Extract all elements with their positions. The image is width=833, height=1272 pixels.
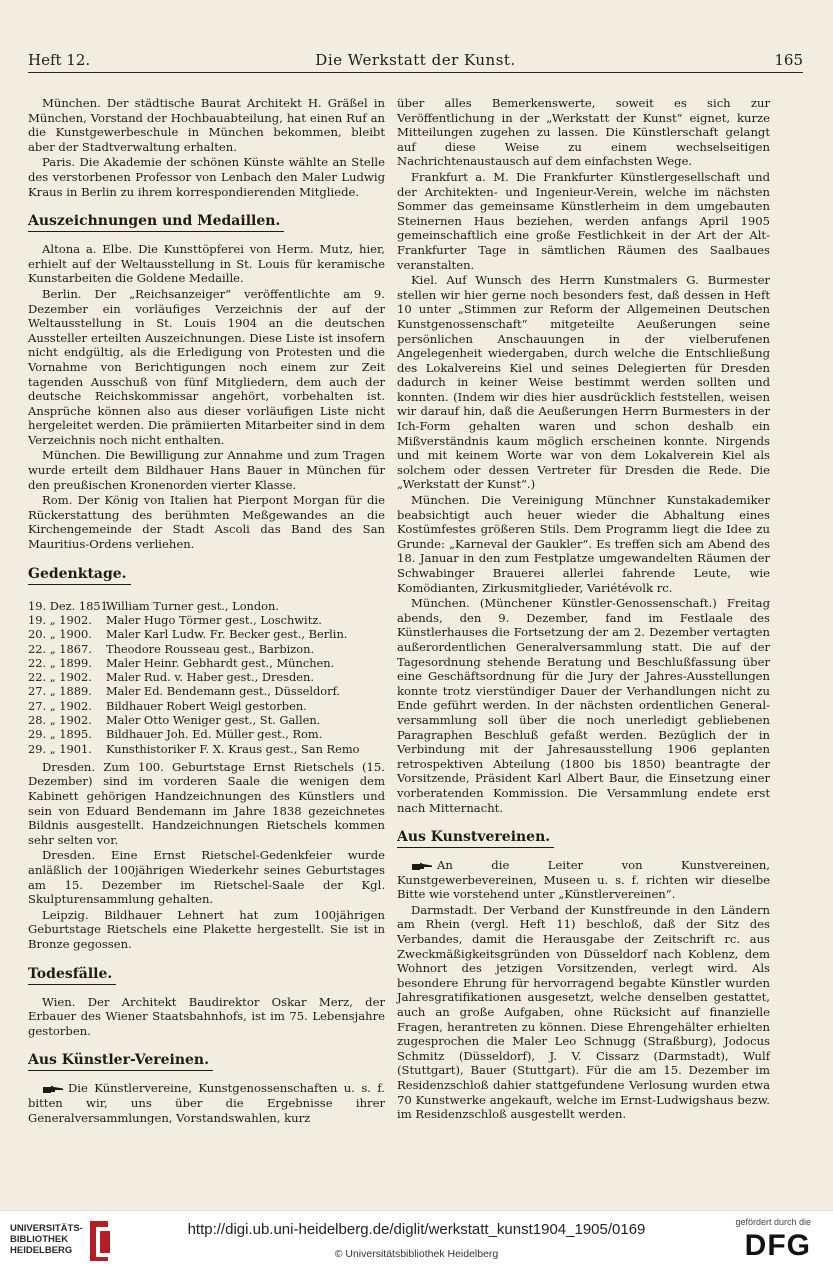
- section-heading-memorial: Gedenktage.: [28, 565, 131, 585]
- library-name: UNIVERSITÄTS- BIBLIOTHEK HEIDELBERG: [10, 1223, 83, 1256]
- news-paragraph: Darmstadt. Der Verband der Kunstfreunde in den Ländern am Rhein (vergl. Heft 11) beschloß, daß der Sitz des Verbandes, damit die Herausgabe der Zeitschrift rc. aus Zweckmäßigkeitsgründen von Düsseldorf nach Koblenz, dem Wohnort des jetzigen Vorsitzenden, verlegt wird. Als besondere Ehrung für hervorragend begabte Künstler wurden Jahresgratifikationen ausgesetzt, welche denselben gestattet, auch an große Aufgaben, ohne Rücksicht auf finanzielle Fragen, herantreten zu können. Diese Ehrengehälter erhielten zugesprochen die Maler Leo Schnugg (Straßburg), Jodocus Schmitz (Düsseldorf), J. V. Cissarz (Darmstadt), Wulf (Stuttgart), Bauer (Stuttgart). Für die am 15. Dezember im Residenzschloß dahier stattgefundene Verlosung wurden etwa 70 Kunstwerke angekauft, welche im Ernst-Ludwigshaus bezw. im Residenzschloß ausgestellt werden.: [397, 902, 770, 1122]
- digitization-footer: [0, 1210, 833, 1272]
- journal-title: Die Werkstatt der Kunst.: [315, 51, 516, 69]
- news-paragraph: Rom. Der König von Italien hat Pierpont Morgan für die Rückerstattung des berühmten Meßgewandes an die Kirchengemeinde der Stadt Ascoli das Band des San Mauritius-Ordens verliehen.: [28, 493, 385, 552]
- section-heading-deaths: Todesfälle.: [28, 965, 116, 985]
- date-row: 29. „ 1901. Kunsthistoriker F. X. Kraus gest., San Remo: [28, 741, 360, 756]
- news-paragraph: Paris. Die Akademie der schönen Künste wählte an Stelle des verstorbenen Professor von Lenbach den Maler Ludwig Kraus in Berlin zu ihrem korrespondierenden Mitgliede.: [28, 155, 385, 199]
- news-paragraph: Altona a. Elbe. Die Kunsttöpferei von Herm. Mutz, hier, erhielt auf der Weltausstellung in St. Louis für keramische Kunstarbeiten die Goldene Medaille.: [28, 242, 385, 286]
- section-heading-awards: Auszeichnungen und Medaillen.: [28, 212, 284, 232]
- news-paragraph: über alles Bemerkenswerte, soweit es sich zur Veröffentlichung in der „Werkstatt der Kunst“ eignet, kurze Mitteilungen zugehen zu lassen. Die Künstlerschaft gelangt auf diese Weise zu einem wechselseitigen Nachrichtenaustausch auf dem einfachsten Wege.: [397, 96, 770, 169]
- issue-number: Heft 12.: [28, 51, 91, 69]
- date-row: 20. „ 1900. Maler Karl Ludw. Fr. Becker gest., Berlin.: [28, 627, 348, 642]
- news-paragraph: München. (Münchener Künstler-Genossenschaft.) Freitag abends, den 9. Dezember, fand im Festlaale des Künstlerhauses die Fortsetzung der am 2. Dezember vertagten außerordentlichen Generalversammlung statt. Die auf der Tagesordnung stehende Beratung und Beschlußfassung über eine Geschäftsordnung für die Jury der Jahres-Ausstellungen konnte trotz vierstündiger Dauer der Verhandlungen nicht zu Ende geführt werden. In der nächsten ordentlichen General-versammlung soll über die noch unerledigt gebliebenen Paragraphen Beschluß gefaßt werden. Bezüglich der in Verbindung mit der Jahresausstellung 1906 geplanten retrospektiven Abteilung (1800 bis 1850) beantragte der Vorsitzende, Präsident Karl Albert Baur, die Einsetzung einer vorberatenden Kommission. Die Versammlung endete erst nach Mitternacht.: [397, 596, 770, 815]
- date-row: 28. „ 1902. Maler Otto Weniger gest., St. Gallen.: [28, 713, 321, 727]
- notice-paragraph: An die Leiter von Kunstvereinen, Kunstgewerbevereinen, Museen u. s. f. richten wir dieselbe Bitte wie vorstehend unter „Künstlervereinen“.: [397, 858, 770, 902]
- memorial-date-list: [28, 599, 385, 756]
- news-paragraph: Dresden. Zum 100. Geburtstage Ernst Rietschels (15. Dezember) sind im vorderen Saale die wenigen dem Kabinett gehörigen Handzeichnungen des Künstlers und sein von Eduard Bendemann im Jahre 1838 gezeichnetes Bildnis ausgestellt. Handzeichnungen Rietschels kommen sehr selten vor.: [28, 759, 385, 847]
- date-row: 22. „ 1899. Maler Heinr. Gebhardt gest., München.: [28, 655, 335, 670]
- left-column: [28, 96, 385, 1126]
- copyright-notice: © Universitätsbibliothek Heidelberg: [334, 1248, 499, 1260]
- running-header: [28, 50, 803, 73]
- news-paragraph: Leipzig. Bildhauer Lehnert hat zum 100jährigen Geburtstage Rietschels eine Plakette hergestellt. Sie ist in Bronze gegossen.: [28, 907, 385, 952]
- date-row: 22. „ 1902. Maler Rud. v. Haber gest., Dresden.: [28, 670, 314, 685]
- right-column: [397, 96, 770, 1123]
- dfg-logo: DFG: [744, 1229, 811, 1262]
- date-row: 22. „ 1867. Theodore Rousseau gest., Barbizon.: [28, 641, 315, 656]
- section-heading-art-associations: Aus Kunstvereinen.: [397, 828, 554, 848]
- news-paragraph: Kiel. Auf Wunsch des Herrn Kunstmalers G. Burmester stellen wir hier gerne noch besonders fest, daß dessen in Heft 10 unter „Stimmen zur Reform der Allgemeinen Deutschen Kunstgenossenschaft“ mitgeteilte Aeußerungen seine persönlichen Anschauungen in der vielberufenen Angelegenheit wiedergaben, durch welche die Entschließung des Lokalvereins Kiel und seines Delegierten für Dresden dadurch in keiner Weise bestimmt werden sollten und konnten. (Indem wir dies hier ausdrücklich feststellen, weisen wir darauf hin, daß die Aeußerungen Herrn Burmesters in der Ich-Form gehalten waren und schon deshalb ein Mißverständnis kaum möglich erscheinen konnte. Nirgends und mit keinem Worte war von dem Lokalverein Kiel als solchem oder dessen Vertreter für Dresden die Rede. Die „Werkstatt der Kunst“.): [397, 273, 770, 492]
- funding-caption: gefördert durch die: [735, 1217, 811, 1227]
- section-heading-artist-associations: Aus Künstler-Vereinen.: [28, 1051, 213, 1071]
- date-row: 27. „ 1889. Maler Ed. Bendemann gest., Düsseldorf.: [28, 684, 341, 699]
- page-number: 165: [774, 51, 803, 69]
- pointing-hand-icon: [411, 862, 433, 871]
- news-paragraph: München. Die Vereinigung Münchner Kunstakademiker beabsichtigt auch heuer wieder die Abhaltung eines Kostümfestes größeren Stils. Dem Programm liegt die Idee zu Grunde: „Karneval der Gaukler“. Es treffen sich am Abend des 18. Januar in den zum Festplatze umgewandelten Räumen der Schwabinger Brauerei allerlei fahrende Leute, wie Komödianten, Zirkusmitglieder, Variétévolk rc.: [397, 493, 770, 595]
- date-row: 19. „ 1902. Maler Hugo Törmer gest., Loschwitz.: [28, 612, 322, 627]
- date-row: 27. „ 1902. Bildhauer Robert Weigl gestorben.: [28, 698, 307, 713]
- news-paragraph: Wien. Der Architekt Baudirektor Oskar Merz, der Erbauer des Wiener Staatsbahnhofs, ist im 75. Lebensjahre gestorben.: [28, 994, 385, 1038]
- news-paragraph: Frankfurt a. M. Die Frankfurter Künstlergesellschaft und der Architekten- und Ingenieur-Verein, welche im nächsten Sommer das gemeinsame Künstlerheim in dem umgebauten Steinernen Haus beziehen, werden anfangs April 1905 gemeinschaftlich eine große Festlichkeit in der Art der Alt-Frankfurter Tage in sämtlichen Räumen des Saalbaues veranstalten.: [397, 169, 770, 272]
- pointing-hand-icon: [42, 1085, 64, 1094]
- permalink[interactable]: http://digi.ub.uni-heidelberg.de/diglit/werkstatt_kunst1904_1905/0169: [187, 1221, 646, 1238]
- news-paragraph: München. Die Bewilligung zur Annahme und zum Tragen wurde erteilt dem Bildhauer Hans Bauer in München für den preußischen Kronenorden vierter Klasse.: [28, 448, 385, 492]
- news-paragraph: Berlin. Der „Reichsanzeiger“ veröffentlichte am 9. Dezember ein vorläufiges Verzeichnis der auf der Weltausstellung in St. Louis 1904 an die deutschen Aussteller erteilten Auszeichnungen. Diese Liste ist insofern nicht endgültig, als die Erledigung von Protesten und die Vornahme von Berichtigungen noch einem zur Zeit tagenden Ausschuß von fünf Mitgliedern, dem auch der deutsche Reichskommissar angehört, vorbehalten ist. Ansprüche können also aus dieser vorläufigen Liste nicht hergeleitet werden. Die prämiierten Mitarbeiter sind in dem Verzeichnis noch nicht enthalten.: [28, 286, 385, 447]
- date-row: 29. „ 1895. Bildhauer Joh. Ed. Müller gest., Rom.: [28, 727, 323, 742]
- date-row: 19. Dez. 1851. William Turner gest., London.: [28, 598, 279, 613]
- notice-paragraph: Die Künstlervereine, Kunstgenossenschaften u. s. f. bitten wir, uns über die Ergebnisse ihrer Generalversammlungen, Vorstandswahlen, kurz: [28, 1081, 385, 1125]
- news-paragraph: München. Der städtische Baurat Architekt H. Gräßel in München, Vorstand der Hochbauabteilung, hat einen Ruf an die Kunstgewerbeschule in München bekommen, bleibt aber der Stadtverwaltung erhalten.: [28, 96, 385, 154]
- news-paragraph: Dresden. Eine Ernst Rietschel-Gedenkfeier wurde anläßlich der 100jährigen Wiederkehr seines Geburtstages am 15. Dezember im Rietschel-Saale der Kgl. Skulpturensammlung gehalten.: [28, 848, 385, 907]
